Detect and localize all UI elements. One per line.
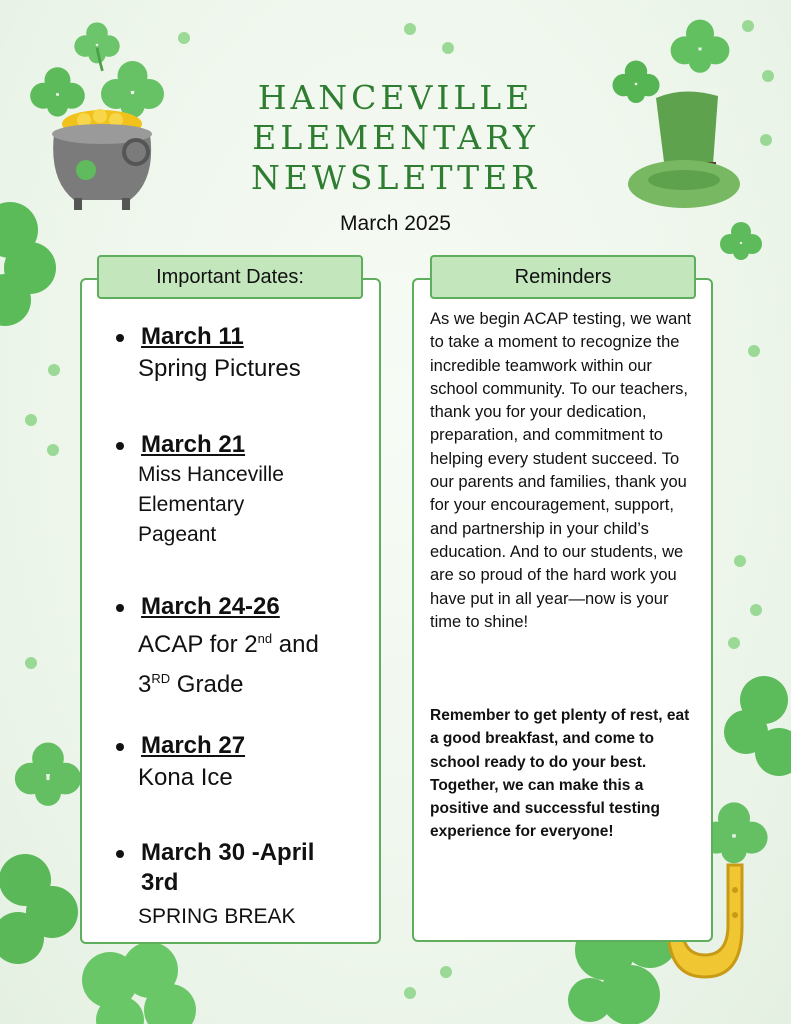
decor-dot — [742, 20, 754, 32]
decor-dot — [440, 966, 452, 978]
title-line: ELEMENTARY — [252, 118, 539, 157]
title-line: NEWSLETTER — [250, 158, 541, 197]
event-description: Kona Ice — [138, 764, 233, 791]
event-item — [114, 731, 245, 795]
decor-dot — [748, 345, 760, 357]
event-description-line: Miss Hanceville — [138, 463, 284, 486]
decor-dot — [25, 657, 37, 669]
decor-dot — [47, 444, 59, 456]
event-date: March 30 -April — [141, 839, 315, 866]
decor-dot — [178, 32, 190, 44]
event-date: March 24-26 — [141, 593, 280, 620]
shamrock-icon — [12, 735, 84, 825]
event-date: March 11 — [141, 323, 244, 350]
shamrock-icon — [0, 850, 80, 970]
shamrock-icon — [724, 672, 791, 782]
reminders-paragraph: As we begin ACAP testing, we want to take a moment to recognize the incredible teamwork within our school community. To our teachers, thank you for your dedication, preparation, and commitment to helping every student succeed. To our parents and families, thank you for your encouragement, support, and partnership in your child’s education. And to our students, we are so proud of the hard work you have put in all year—now is your time to shine! — [430, 310, 692, 631]
event-item — [114, 322, 301, 386]
event-description: SPRING BREAK — [138, 905, 296, 928]
newsletter-title — [0, 78, 791, 198]
event-item — [114, 838, 314, 932]
decor-dot — [404, 987, 416, 999]
reminders-tab: Reminders — [430, 255, 696, 299]
shamrock-icon — [665, 14, 735, 84]
decor-dot — [404, 23, 416, 35]
event-date: March 21 — [141, 431, 246, 458]
title-line: HANCEVILLE — [257, 78, 534, 117]
event-description-line: Pageant — [138, 523, 217, 546]
important-dates-tab: Important Dates: — [97, 255, 363, 299]
event-description-line: Elementary — [138, 493, 245, 516]
event-item — [114, 592, 319, 702]
decor-dot — [442, 42, 454, 54]
reminders-bold-paragraph: Remember to get plenty of rest, eat a good breakfast, and come to school ready to do your best. Together, we can make this a positive and successful testing experience for everyone! — [430, 707, 690, 841]
event-date: March 27 — [141, 732, 246, 759]
event-date: 3rd — [141, 869, 179, 896]
decor-dot — [48, 364, 60, 376]
event-description: Spring Pictures — [138, 355, 301, 382]
newsletter-subtitle: March 2025 — [340, 212, 451, 235]
event-item — [114, 430, 284, 550]
decor-dot — [750, 604, 762, 616]
decor-dot — [728, 637, 740, 649]
decor-dot — [734, 555, 746, 567]
event-description: ACAP for 2nd and 3RD Grade — [138, 631, 319, 698]
decor-dot — [25, 414, 37, 426]
shamrock-icon — [70, 940, 200, 1024]
